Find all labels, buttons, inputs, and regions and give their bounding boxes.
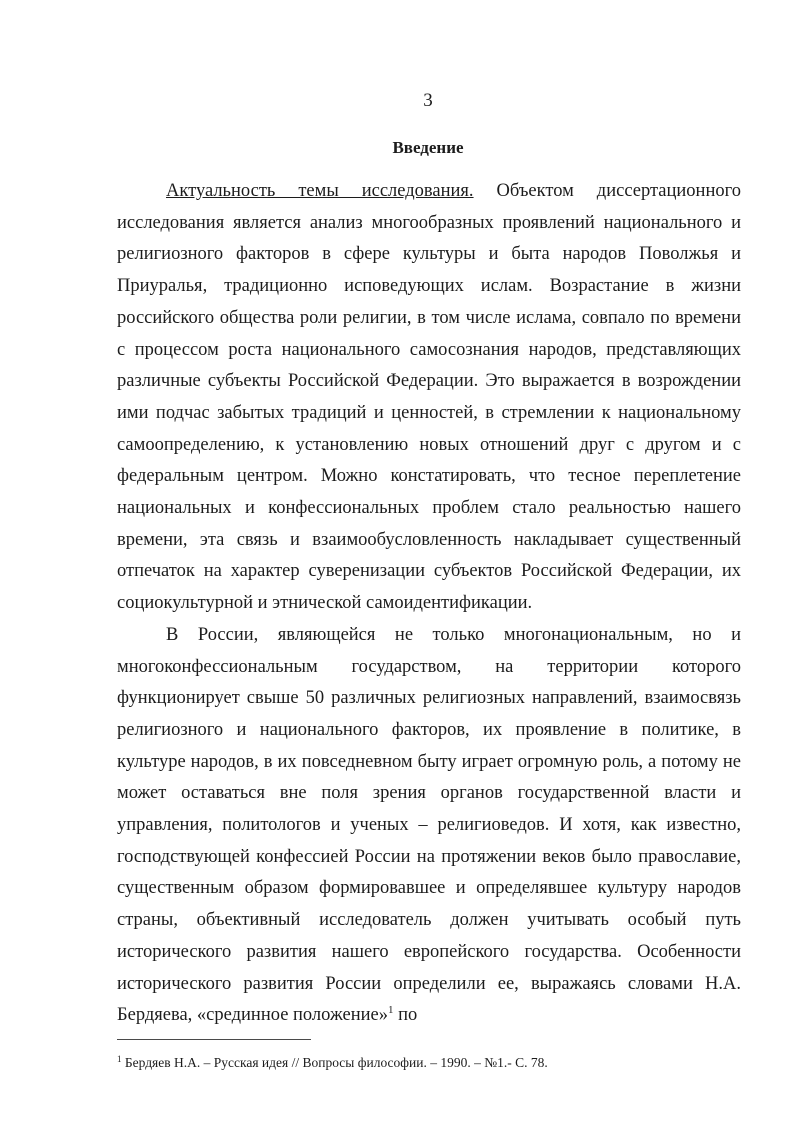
footnote-text: Бердяев Н.А. – Русская идея // Вопросы философии. – 1990. – №1.- С. 78. bbox=[121, 1055, 548, 1070]
footnote bbox=[117, 1054, 741, 1072]
relevance-lead-phrase: Актуальность темы исследования. bbox=[166, 181, 474, 201]
footnote-divider bbox=[117, 1039, 311, 1040]
russia-paragraph-tail: по bbox=[393, 1005, 418, 1026]
main-text bbox=[117, 176, 741, 1032]
russia-paragraph-text: В России, являющейся не только многонациональным, но и многоконфессиональным государством, на территории которого функционирует свыше 50 различных религиозных направлений, взаимосвязь религиозного и национального факторов, их проявление в политике, в культуре народов, в их повседневном быту играет огромную роль, а потому не может оставаться вне поля зрения органов государственной власти и управления, политологов и ученых – религиоведов. И хотя, как известно, господствующей конфессией России на протяжении веков было православие, существенным образом формировавшее и определявшее культуру народов страны, объективный исследователь должен учитывать особый путь исторического развития нашего европейского государства. Особенности исторического развития России определили ее, выражаясь словами Н.А. Бердяева, «срединное положение» bbox=[117, 624, 741, 1026]
relevance-paragraph-text: Объектом диссертационного исследования является анализ многообразных проявлений национального и религиозного факторов в сфере культуры и быта народов Поволжья и Приуралья, традиционно исповедующих ислам. Возрастание в жизни российского общества роли религии, в том числе ислама, совпало по времени с процессом роста национального самосознания народов, представляющих различные субъекты Российской Федерации. Это выражается в возрождении ими подчас забытых традиций и ценностей, в стремлении к национальному самоопределению, к установлению новых отношений друг с другом и с федеральным центром. Можно констатировать, что тесное переплетение национальных и конфессиональных проблем стало реальностью нашего времени, эта связь и взаимообусловленность накладывает существенный отпечаток на характер суверенизации субъектов Российской Федерации, их социокультурной и этнической самоидентификации. bbox=[117, 181, 741, 614]
paragraph-russia bbox=[117, 620, 741, 1032]
section-heading: Введение bbox=[392, 138, 464, 157]
footnote-reference: 1 bbox=[387, 1004, 394, 1017]
footnote-marker: 1 bbox=[117, 1054, 122, 1064]
paragraph-relevance bbox=[117, 176, 741, 620]
page-number: 3 bbox=[423, 90, 433, 111]
